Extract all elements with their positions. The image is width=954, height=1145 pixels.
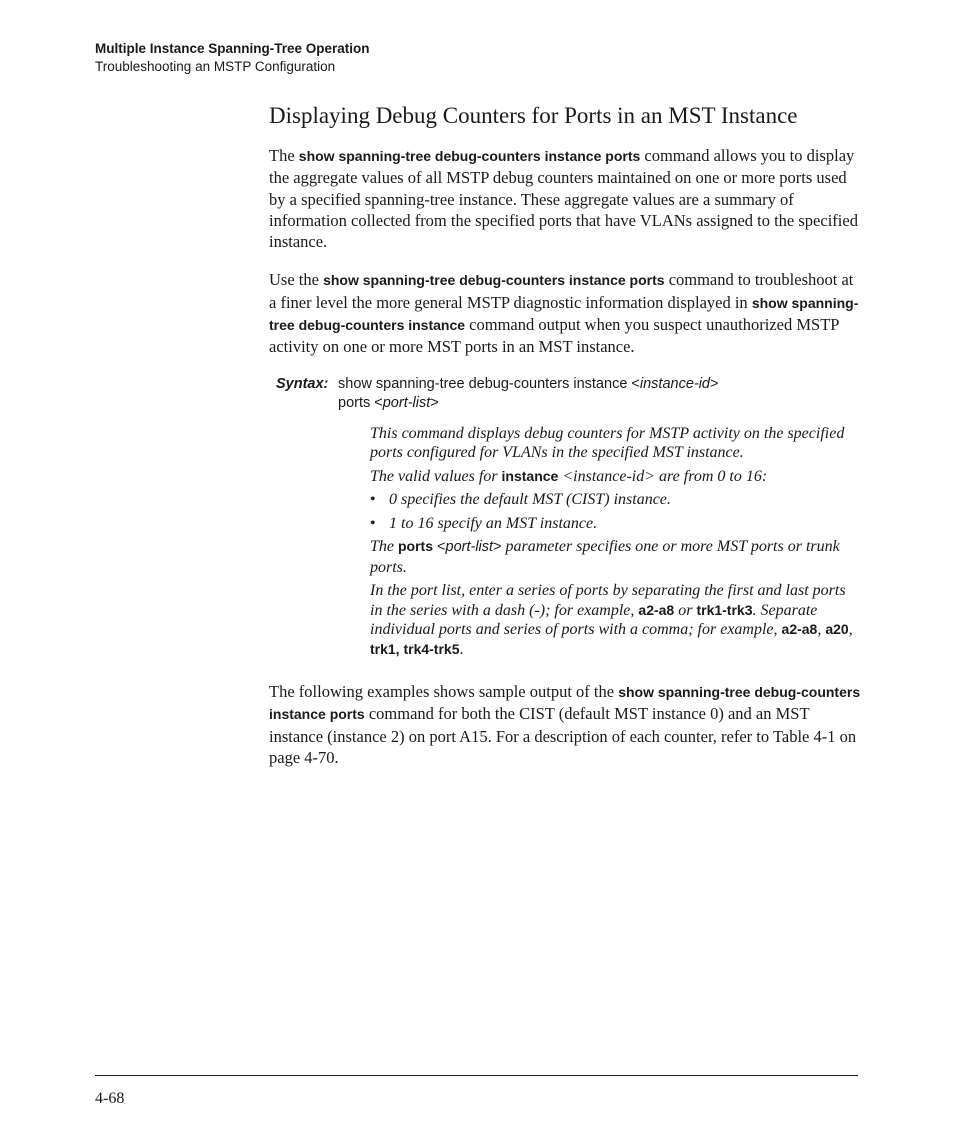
bullet-icon: • — [370, 514, 376, 532]
command-name: show spanning-tree debug-counters instance ports — [298, 148, 641, 164]
text-span: command for both the CIST (default MST instance 0) and an MST instance (instance 2) on port A15. For a description of each counter, refer to Table 4-1 on page 4-70. — [269, 704, 857, 768]
keyword: trk1-trk3 — [696, 601, 753, 618]
footer-divider — [95, 1075, 858, 1076]
page-number: 4-68 — [95, 1090, 125, 1107]
text-span: command allows you to display the aggregate values of all MSTP debug counters maintained on one or more ports used by a specified spanning-tree instance. These aggregate values are a summary of information collected from the specified ports that have VLANs assigned to the specified instance. — [269, 146, 858, 252]
syntax-bracket: > — [710, 375, 719, 392]
syntax-bracket: > — [430, 395, 439, 412]
list-item — [370, 490, 860, 510]
keyword: a20 — [825, 621, 849, 638]
running-header — [95, 40, 370, 76]
text-span: or — [674, 601, 697, 619]
keyword: a2-a8 — [638, 601, 675, 618]
syntax-command: ports < — [338, 395, 383, 412]
description-paragraph: This command displays debug counters for MSTP activity on the specified ports configured for VLANs in the specified MST instance. — [370, 424, 845, 462]
text-span: <instance-id> are from 0 to 16: — [558, 467, 768, 485]
keyword: trk1, trk4-trk5 — [370, 640, 460, 657]
syntax-text — [338, 375, 864, 414]
text-span: In the port list, enter a series of ports by separating the first and last ports in the series with a dash (-); for example, — [370, 582, 846, 619]
period: . — [459, 640, 464, 658]
syntax-param: instance-id — [639, 375, 710, 392]
ports-paragraph — [370, 537, 860, 577]
command-name: show spanning-tree debug-counters instance — [269, 294, 859, 334]
text-span: The valid values for — [370, 467, 502, 485]
text-span: command output when you suspect unauthorized MSTP activity on one or more MST ports in an MST instance. — [269, 315, 839, 357]
page-title: Displaying Debug Counters for Ports in an MST Instance — [269, 103, 798, 128]
valid-values-paragraph — [370, 467, 860, 487]
text-span: The — [370, 538, 398, 556]
section-title: Troubleshooting an MSTP Configuration — [95, 59, 336, 74]
text-span: Use the — [269, 270, 324, 290]
syntax-command: show spanning-tree debug-counters instance < — [338, 375, 640, 392]
list-item — [370, 514, 860, 534]
examples-paragraph — [269, 681, 864, 768]
bracket: < — [433, 539, 446, 556]
text-span: parameter specifies one or more MST ports or trunk ports. — [370, 538, 840, 576]
syntax-line — [338, 375, 864, 395]
bracket: > — [493, 539, 502, 556]
text-span: command to troubleshoot at a finer level the more general MSTP diagnostic information displayed in — [269, 270, 854, 312]
usage-paragraph — [269, 269, 864, 357]
text-span: . Separate individual ports and series of ports with a comma; for example, — [370, 601, 818, 639]
main-content — [269, 102, 864, 768]
syntax-description — [370, 424, 860, 660]
keyword: instance — [501, 467, 559, 484]
list-item-text: 0 specifies the default MST (CIST) instance. — [389, 491, 671, 509]
intro-paragraph — [269, 145, 864, 252]
port-list-paragraph — [370, 581, 860, 659]
command-name: show spanning-tree debug-counters instance ports — [323, 272, 665, 289]
command-name: show spanning-tree debug-counters instance ports — [269, 684, 861, 723]
text-span: The following examples shows sample output of the — [269, 682, 619, 702]
syntax-label: Syntax: — [276, 375, 329, 392]
syntax-block — [276, 375, 864, 414]
syntax-param: port-list — [382, 395, 431, 412]
param: port-list — [445, 539, 494, 556]
list-item-text: 1 to 16 specify an MST instance. — [389, 514, 598, 532]
separator: , — [817, 621, 826, 639]
keyword: a2-a8 — [781, 621, 818, 638]
text-span: The — [269, 146, 299, 165]
bullet-icon: • — [370, 491, 376, 509]
syntax-line — [338, 394, 864, 414]
keyword: ports — [398, 538, 433, 555]
chapter-title: Multiple Instance Spanning-Tree Operation — [95, 41, 370, 56]
separator: , — [848, 621, 853, 639]
